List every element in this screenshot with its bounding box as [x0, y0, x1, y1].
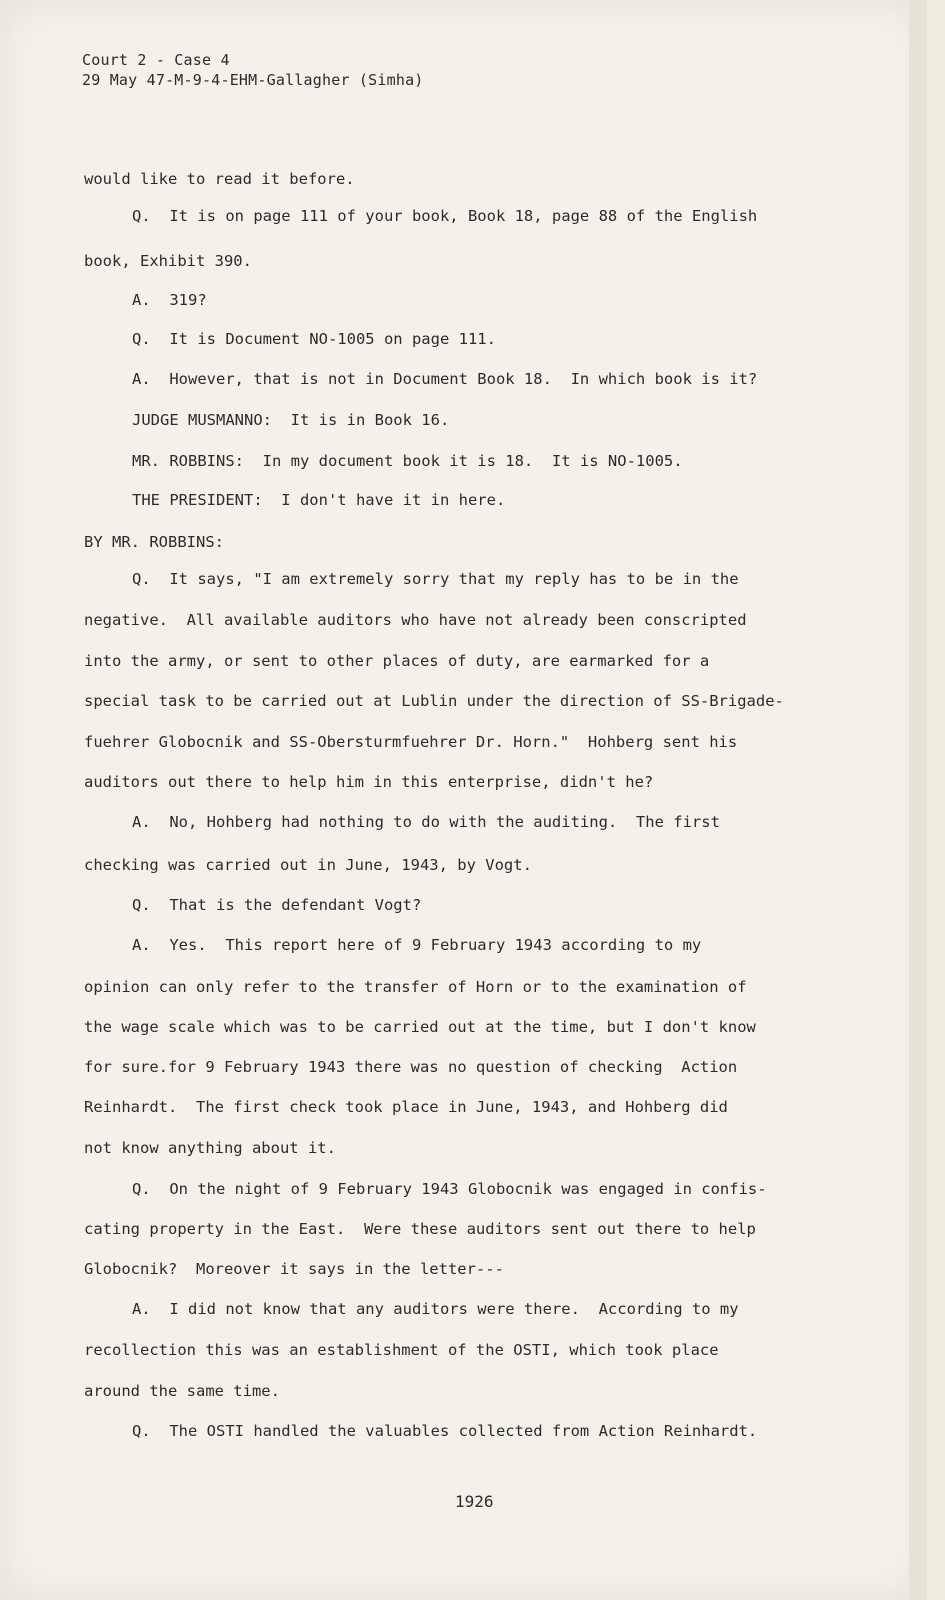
transcript-line: special task to be carried out at Lublin under the direction of SS-Brigade-	[84, 692, 784, 710]
transcript-id-line: 29 May 47-M-9-4-EHM-Gallagher (Simha)	[82, 71, 424, 89]
court-case-line: Court 2 - Case 4	[82, 51, 230, 69]
transcript-line: THE PRESIDENT: I don't have it in here.	[132, 491, 506, 509]
transcript-line: auditors out there to help him in this enterprise, didn't he?	[84, 773, 654, 791]
transcript-line: for sure.for 9 February 1943 there was no question of checking Action	[84, 1058, 738, 1076]
transcript-line: not know anything about it.	[84, 1139, 336, 1157]
transcript-line: Q. That is the defendant Vogt?	[132, 896, 422, 914]
transcript-line: Q. It says, "I am extremely sorry that my reply has to be in the	[132, 570, 739, 588]
transcript-line: would like to read it before.	[84, 170, 355, 188]
transcript-line: Q. It is Document NO-1005 on page 111.	[132, 330, 496, 348]
transcript-line: negative. All available auditors who have not already been conscripted	[84, 611, 747, 629]
transcript-line: Q. The OSTI handled the valuables collected from Action Reinhardt.	[132, 1422, 758, 1440]
transcript-line: checking was carried out in June, 1943, by Vogt.	[84, 856, 532, 874]
transcript-line: Q. On the night of 9 February 1943 Globocnik was engaged in confis-	[132, 1180, 767, 1198]
transcript-line: the wage scale which was to be carried out at the time, but I don't know	[84, 1018, 756, 1036]
transcript-line: JUDGE MUSMANNO: It is in Book 16.	[132, 411, 450, 429]
transcript-line: A. 319?	[132, 291, 207, 309]
transcript-line: Globocnik? Moreover it says in the letter---	[84, 1260, 504, 1278]
transcript-line: fuehrer Globocnik and SS-Obersturmfuehrer Dr. Horn." Hohberg sent his	[84, 733, 738, 751]
transcript-line: MR. ROBBINS: In my document book it is 18. It is NO-1005.	[132, 452, 683, 470]
transcript-line: A. Yes. This report here of 9 February 1943 according to my	[132, 936, 702, 954]
transcript-line: opinion can only refer to the transfer of Horn or to the examination of	[84, 978, 747, 996]
transcript-line: Reinhardt. The first check took place in June, 1943, and Hohberg did	[84, 1098, 728, 1116]
transcript-line: book, Exhibit 390.	[84, 252, 252, 270]
transcript-line: A. I did not know that any auditors were there. According to my	[132, 1300, 739, 1318]
transcript-line: cating property in the East. Were these auditors sent out there to help	[84, 1220, 756, 1238]
transcript-line: Q. It is on page 111 of your book, Book 18, page 88 of the English	[132, 207, 758, 225]
case-header	[82, 50, 424, 90]
page-number: 1926	[455, 1492, 494, 1511]
transcript-line: A. However, that is not in Document Book 18. In which book is it?	[132, 370, 758, 388]
transcript-line: recollection this was an establishment of the OSTI, which took place	[84, 1341, 719, 1359]
transcript-line: BY MR. ROBBINS:	[84, 533, 224, 551]
transcript-line: around the same time.	[84, 1382, 280, 1400]
transcript-line: A. No, Hohberg had nothing to do with the auditing. The first	[132, 813, 720, 831]
transcript-line: into the army, or sent to other places of duty, are earmarked for a	[84, 652, 710, 670]
